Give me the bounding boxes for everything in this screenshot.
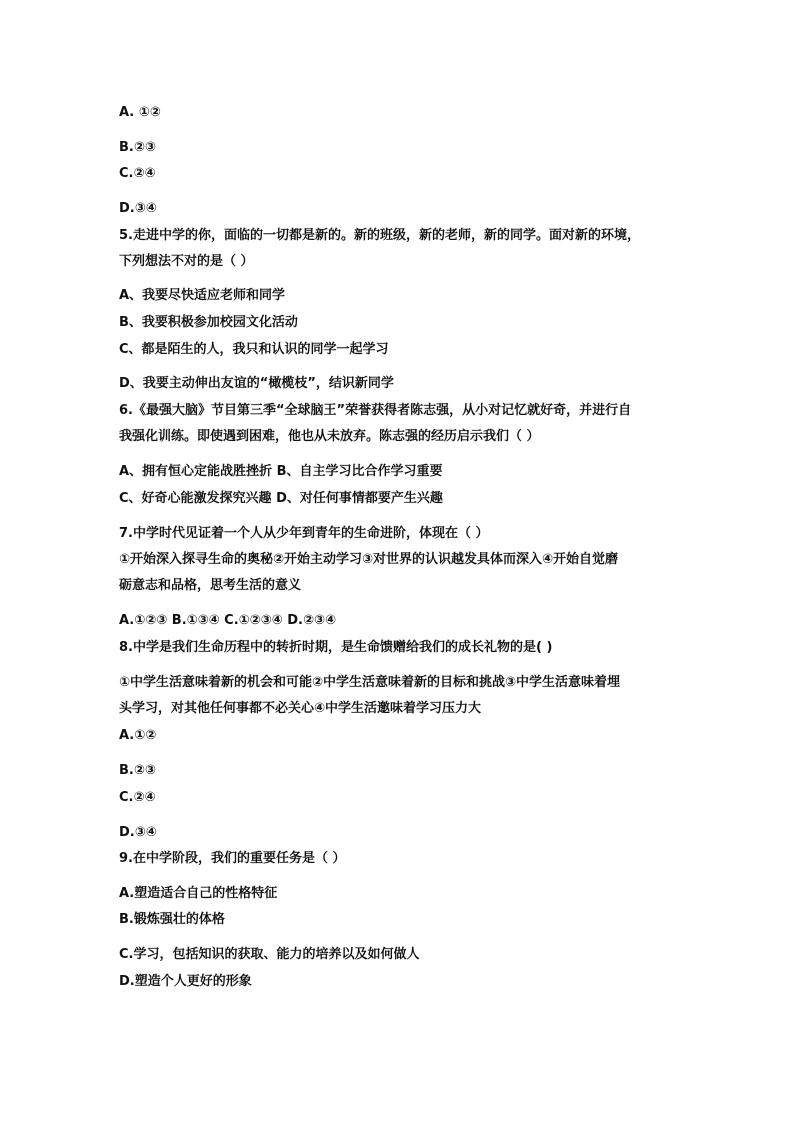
option-c-q8: C.②④ (119, 790, 156, 805)
option-b-q5: B、我要积极参加校园文化活动 (119, 315, 298, 330)
option-b-q9: B.锻炼强壮的体格 (119, 912, 225, 927)
option-b-q8: B.②③ (119, 763, 156, 778)
option-a-q4: A. ①② (119, 105, 161, 120)
option-b-q4: B.②③ (119, 140, 156, 155)
option-d-q8: D.③④ (119, 825, 157, 840)
option-d-q5: D、我要主动伸出友谊的“橄榄枝”，结识新同学 (119, 376, 394, 391)
question-6-line-2: 我强化训练。即使遇到困难，他也从未放弃。陈志强的经历启示我们（ ） (119, 429, 540, 444)
option-d-q9: D.塑造个人更好的形象 (119, 974, 252, 989)
question-7-line-2: ①开始深入探寻生命的奥秘②开始主动学习③对世界的认识越发具体而深入④开始自觉磨 (119, 552, 619, 567)
option-c-q5: C、都是陌生的人，我只和认识的同学一起学习 (119, 342, 389, 357)
option-a-q5: A、我要尽快适应老师和同学 (119, 288, 286, 303)
options-q7: A.①②③ B.①③④ C.①②③④ D.②③④ (119, 613, 336, 628)
question-7-line-1: 7.中学时代见证着一个人从少年到青年的生命进阶，体现在（ ） (119, 526, 489, 541)
option-d-q4: D.③④ (119, 201, 157, 216)
question-7-line-3: 砺意志和品格，思考生活的意义 (119, 578, 302, 593)
option-c-q4: C.②④ (119, 166, 156, 181)
question-6-line-1: 6.《最强大脑》节目第三季“全球脑王”荣誉获得者陈志强，从小对记忆就好奇，并进行自 (119, 403, 632, 418)
question-8-line-3: 头学习，对其他任何事都不必关心④中学生活邀味着学习压力大 (119, 701, 482, 716)
option-a-q9: A.塑造适合自己的性格特征 (119, 886, 278, 901)
option-a-q8: A.①② (119, 728, 157, 743)
question-8-line-1: 8.中学是我们生命历程中的转折时期，是生命馈赠给我们的成长礼物的是( ) (119, 640, 553, 655)
question-5-line-2: 下列想法不对的是（ ） (119, 254, 254, 269)
question-8-line-2: ①中学生活意味着新的机会和可能②中学生活意味着新的目标和挑战③中学生活意味着埋 (119, 675, 621, 690)
question-5-line-1: 5.走进中学的你，面临的一切都是新的。新的班级，新的老师，新的同学。面对新的环境， (119, 228, 640, 243)
options-ab-q6: A、拥有恒心定能战胜挫折 B、自主学习比合作学习重要 (119, 464, 443, 479)
question-9-line-1: 9.在中学阶段，我们的重要任务是（ ） (119, 851, 346, 866)
option-c-q9: C.学习，包括知识的获取、能力的培养以及如何做人 (119, 947, 420, 962)
options-cd-q6: C、好奇心能激发探究兴趣 D、对任何事情都要产生兴趣 (119, 491, 443, 506)
